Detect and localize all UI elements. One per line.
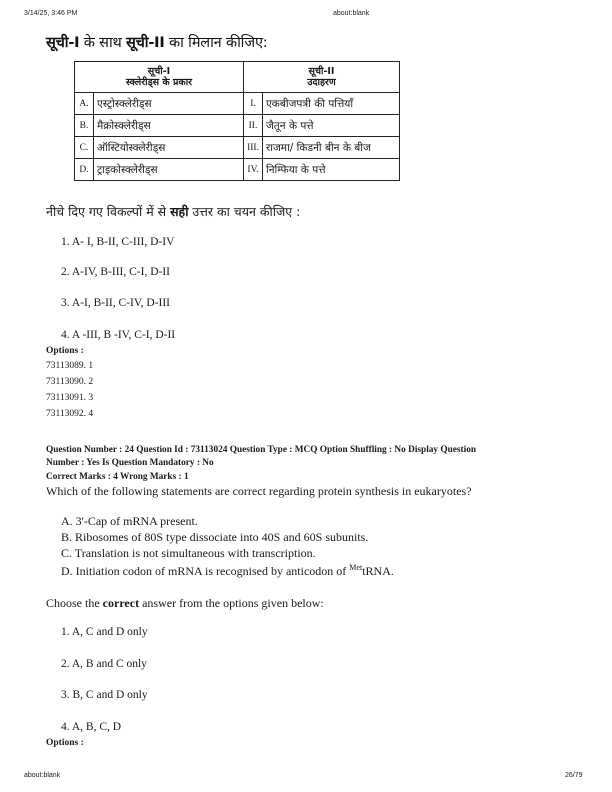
- choice-4: 4. A -III, B -IV, C-I, D-II: [61, 329, 176, 341]
- table-row: [75, 115, 400, 137]
- row-value: राजमा/ किडनी बीन के बीज: [263, 137, 400, 159]
- choice-1: 1. A- I, B-II, C-III, D-IV: [61, 236, 175, 248]
- instruction-text: नीचे दिए गए विकल्पों में से: [46, 204, 171, 219]
- option-id: 73113090. 2: [46, 377, 94, 387]
- instruction-emphasis: सही: [170, 204, 189, 219]
- statement-d-end: tRNA.: [362, 564, 394, 578]
- option-id: 73113092. 4: [46, 409, 94, 419]
- options-label: Options :: [46, 738, 84, 748]
- table-header-row: [75, 62, 400, 93]
- choose-text: Choose the: [46, 596, 103, 610]
- col1-header-line2: स्क्लेरीड्स के प्रकार: [125, 77, 193, 88]
- row-value: ट्राइकोस्क्लेरीड्स: [94, 159, 244, 181]
- print-timestamp: 3/14/25, 3:46 PM: [24, 10, 78, 17]
- match-table: [74, 61, 400, 181]
- choose-emphasis: correct: [102, 596, 140, 610]
- options-label: Options :: [46, 346, 84, 356]
- row-label: C.: [75, 137, 94, 159]
- col2-header-line2: उदाहरण: [307, 77, 336, 88]
- choose-instruction: [46, 596, 324, 611]
- statement-c: C. Translation is not simultaneous with transcription.: [61, 546, 316, 560]
- choice-2: 2. A, B and C only: [61, 658, 147, 670]
- title-suffix: का मिलान कीजिए:: [164, 35, 268, 51]
- question-text: Which of the following statements are correct regarding protein synthesis in eukaryotes?: [46, 484, 472, 498]
- print-url: about:blank: [333, 10, 370, 17]
- col2-header: [244, 62, 400, 93]
- row-value: जैतून के पत्ते: [263, 115, 400, 137]
- answer-instruction: [46, 203, 300, 220]
- statement-a: A. 3'-Cap of mRNA present.: [61, 514, 198, 528]
- page-counter: 26/79: [565, 772, 583, 779]
- col1-header: [75, 62, 244, 93]
- row-label: IV.: [244, 159, 263, 181]
- choice-3: 3. A-I, B-II, C-IV, D-III: [61, 297, 171, 309]
- statement-b: B. Ribosomes of 80S type dissociate into 40S and 60S subunits.: [61, 530, 369, 544]
- choice-3: 3. B, C and D only: [61, 689, 148, 701]
- row-label: I.: [244, 93, 263, 115]
- row-value: एकबीजपत्री की पत्तियाँ: [263, 93, 400, 115]
- row-value: मैक्रोस्क्लेरीड्स: [94, 115, 244, 137]
- table-row: [75, 93, 400, 115]
- question-meta-line2: Number : Yes Is Question Mandatory : No: [46, 458, 214, 468]
- col1-header-line1: सूची-I: [147, 66, 171, 77]
- row-label: III.: [244, 137, 263, 159]
- list-1-label: सूची-I: [46, 35, 80, 51]
- row-value: ऑस्टियोस्क्लेरीड्स: [94, 137, 244, 159]
- statement-d-text: D. Initiation codon of mRNA is recognised by anticodon of: [61, 564, 350, 578]
- statement-d: [61, 563, 394, 579]
- row-label: B.: [75, 115, 94, 137]
- option-id: 73113091. 3: [46, 393, 94, 403]
- row-label: D.: [75, 159, 94, 181]
- table-row: [75, 137, 400, 159]
- instruction-text-end: उत्तर का चयन कीजिए :: [188, 204, 301, 219]
- question-marks: Correct Marks : 4 Wrong Marks : 1: [46, 472, 189, 482]
- table-row: [75, 159, 400, 181]
- question-meta-line1: Question Number : 24 Question Id : 73113024 Question Type : MCQ Option Shuffling : No Display Question: [46, 445, 477, 455]
- row-value: निम्फिया के पत्ते: [263, 159, 400, 181]
- choice-4: 4. A, B, C, D: [61, 721, 122, 733]
- choose-text-end: answer from the options given below:: [139, 596, 324, 610]
- match-instruction-title: [46, 32, 267, 52]
- print-footer-url: about:blank: [24, 772, 61, 779]
- row-label: II.: [244, 115, 263, 137]
- choice-1: 1. A, C and D only: [61, 626, 148, 638]
- list-2-label: सूची-II: [125, 35, 165, 51]
- option-id: 73113089. 1: [46, 361, 94, 371]
- col2-header-line1: सूची-II: [308, 66, 335, 77]
- statement-d-superscript: Met: [349, 563, 363, 572]
- choice-2: 2. A-IV, B-III, C-I, D-II: [61, 266, 171, 278]
- row-value: एस्ट्रोस्क्लेरीड्स: [94, 93, 244, 115]
- row-label: A.: [75, 93, 94, 115]
- title-connector: के साथ: [79, 35, 126, 51]
